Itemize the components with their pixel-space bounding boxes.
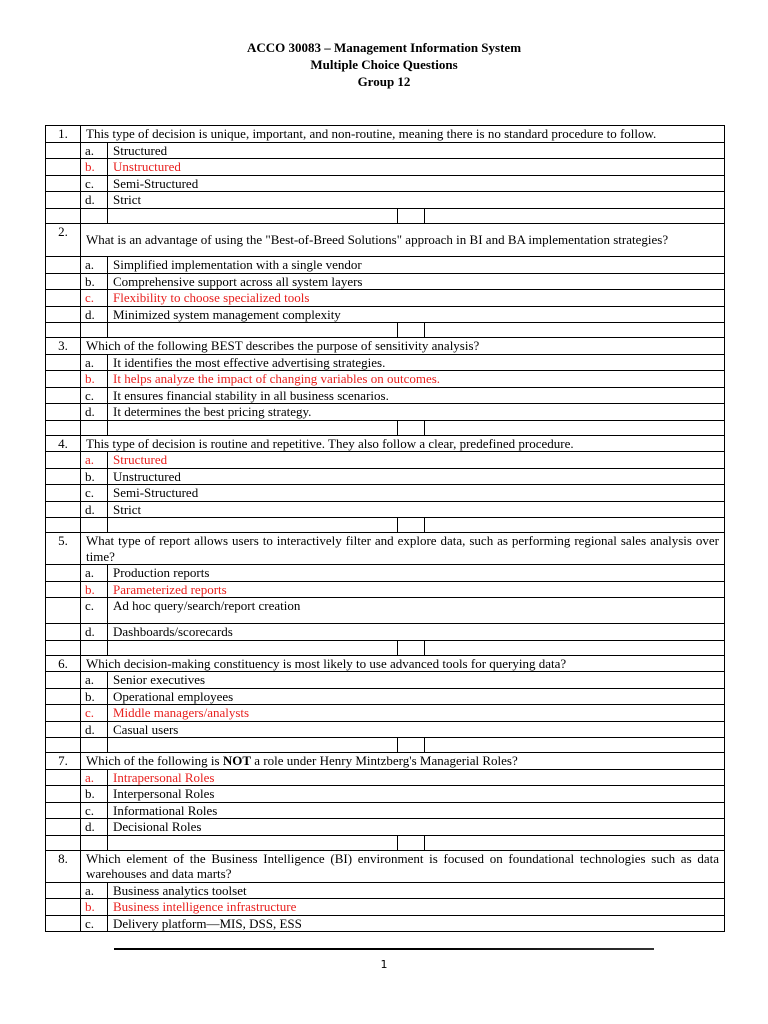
option-letter: d. xyxy=(81,404,108,421)
option-row xyxy=(46,501,725,518)
option-letter: d. xyxy=(81,819,108,836)
document-header xyxy=(0,39,768,90)
option-text: Structured xyxy=(108,142,725,159)
separator-row xyxy=(46,420,725,435)
option-letter: c. xyxy=(81,802,108,819)
separator-cell xyxy=(425,835,725,850)
option-spacer xyxy=(46,468,81,485)
question-text: Which of the following BEST describes the purpose of sensitivity analysis? xyxy=(81,338,725,355)
option-letter: b. xyxy=(81,899,108,916)
option-letter: c. xyxy=(81,290,108,307)
option-spacer xyxy=(46,786,81,803)
option-spacer xyxy=(46,501,81,518)
course-title: ACCO 30083 – Management Information System xyxy=(246,40,522,55)
question-text: What is an advantage of using the "Best-of-Breed Solutions" approach in BI and BA implementation strategies? xyxy=(81,223,725,257)
correct-answer-text: Parameterized reports xyxy=(108,581,725,598)
separator-cell xyxy=(398,835,425,850)
option-text: Production reports xyxy=(108,565,725,582)
option-row xyxy=(46,581,725,598)
question-row xyxy=(46,533,725,565)
option-spacer xyxy=(46,899,81,916)
option-spacer xyxy=(46,581,81,598)
separator-row xyxy=(46,640,725,655)
option-letter: d. xyxy=(81,501,108,518)
option-letter: b. xyxy=(81,581,108,598)
question-text: What type of report allows users to interactively filter and explore data, such as performing regional sales analysis over time? xyxy=(81,533,725,565)
option-text: Decisional Roles xyxy=(108,819,725,836)
option-row xyxy=(46,159,725,176)
group-label: Group 12 xyxy=(357,74,411,89)
question-number: 1. xyxy=(46,126,81,143)
document-subtitle: Multiple Choice Questions xyxy=(310,57,458,72)
option-row xyxy=(46,192,725,209)
option-text: Business analytics toolset xyxy=(108,882,725,899)
separator-row xyxy=(46,208,725,223)
separator-cell xyxy=(46,518,81,533)
separator-cell xyxy=(398,518,425,533)
option-spacer xyxy=(46,452,81,469)
option-letter: b. xyxy=(81,688,108,705)
correct-answer-text: It helps analyze the impact of changing variables on outcomes. xyxy=(108,371,725,388)
option-row xyxy=(46,371,725,388)
option-letter: d. xyxy=(81,721,108,738)
option-spacer xyxy=(46,306,81,323)
separator-cell xyxy=(425,640,725,655)
option-spacer xyxy=(46,354,81,371)
option-spacer xyxy=(46,257,81,274)
separator-cell xyxy=(398,738,425,753)
option-spacer xyxy=(46,705,81,722)
question-row xyxy=(46,435,725,452)
option-row xyxy=(46,175,725,192)
option-letter: b. xyxy=(81,273,108,290)
option-text: Casual users xyxy=(108,721,725,738)
question-number: 5. xyxy=(46,533,81,565)
option-row xyxy=(46,688,725,705)
option-row xyxy=(46,705,725,722)
question-text-part: Which of the following is xyxy=(86,753,223,768)
option-text: Unstructured xyxy=(108,468,725,485)
separator-cell xyxy=(108,738,398,753)
separator-cell xyxy=(398,420,425,435)
option-row xyxy=(46,598,725,624)
option-letter: b. xyxy=(81,786,108,803)
separator-cell xyxy=(398,208,425,223)
separator-cell xyxy=(46,420,81,435)
separator-cell xyxy=(108,323,398,338)
option-text: Strict xyxy=(108,192,725,209)
option-row xyxy=(46,565,725,582)
option-spacer xyxy=(46,915,81,932)
option-spacer xyxy=(46,802,81,819)
separator-cell xyxy=(108,640,398,655)
option-letter: c. xyxy=(81,598,108,624)
option-row xyxy=(46,452,725,469)
separator-cell xyxy=(81,835,108,850)
separator-row xyxy=(46,835,725,850)
correct-answer-text: Structured xyxy=(108,452,725,469)
option-text: Comprehensive support across all system layers xyxy=(108,273,725,290)
option-letter: a. xyxy=(81,672,108,689)
separator-cell xyxy=(46,640,81,655)
separator-cell xyxy=(46,323,81,338)
option-row xyxy=(46,257,725,274)
option-spacer xyxy=(46,142,81,159)
separator-row xyxy=(46,518,725,533)
option-text: It identifies the most effective advertising strategies. xyxy=(108,354,725,371)
question-text: Which decision-making constituency is most likely to use advanced tools for querying data? xyxy=(81,655,725,672)
correct-answer-text: Flexibility to choose specialized tools xyxy=(108,290,725,307)
correct-answer-text: Unstructured xyxy=(108,159,725,176)
option-row xyxy=(46,899,725,916)
option-spacer xyxy=(46,387,81,404)
page-number: 1 xyxy=(380,958,388,971)
question-row xyxy=(46,338,725,355)
separator-cell xyxy=(425,420,725,435)
option-row xyxy=(46,802,725,819)
option-spacer xyxy=(46,882,81,899)
option-text: It ensures financial stability in all business scenarios. xyxy=(108,387,725,404)
option-spacer xyxy=(46,598,81,624)
option-row xyxy=(46,354,725,371)
option-spacer xyxy=(46,273,81,290)
questions-table xyxy=(45,125,725,932)
option-row xyxy=(46,882,725,899)
option-letter: d. xyxy=(81,192,108,209)
option-row xyxy=(46,624,725,641)
option-text: Informational Roles xyxy=(108,802,725,819)
footer-divider xyxy=(114,948,654,950)
separator-row xyxy=(46,323,725,338)
option-row xyxy=(46,786,725,803)
question-number: 3. xyxy=(46,338,81,355)
option-spacer xyxy=(46,624,81,641)
option-letter: c. xyxy=(81,175,108,192)
option-spacer xyxy=(46,819,81,836)
option-text: Simplified implementation with a single vendor xyxy=(108,257,725,274)
question-text: Which element of the Business Intelligence (BI) environment is focused on foundational technologies such as data warehouses and data marts? xyxy=(81,850,725,882)
option-text: Interpersonal Roles xyxy=(108,786,725,803)
option-spacer xyxy=(46,175,81,192)
option-row xyxy=(46,387,725,404)
option-letter: a. xyxy=(81,882,108,899)
option-letter: d. xyxy=(81,624,108,641)
separator-cell xyxy=(108,518,398,533)
option-letter: a. xyxy=(81,565,108,582)
option-row xyxy=(46,273,725,290)
option-text: Delivery platform—MIS, DSS, ESS xyxy=(108,915,725,932)
option-letter: a. xyxy=(81,354,108,371)
option-text: Senior executives xyxy=(108,672,725,689)
separator-cell xyxy=(81,420,108,435)
option-letter: a. xyxy=(81,452,108,469)
separator-cell xyxy=(46,208,81,223)
option-text: Operational employees xyxy=(108,688,725,705)
option-text: Semi-Structured xyxy=(108,485,725,502)
correct-answer-text: Business intelligence infrastructure xyxy=(108,899,725,916)
option-spacer xyxy=(46,688,81,705)
option-row xyxy=(46,721,725,738)
option-spacer xyxy=(46,192,81,209)
option-row xyxy=(46,485,725,502)
option-text: Strict xyxy=(108,501,725,518)
question-text xyxy=(81,753,725,770)
option-row xyxy=(46,769,725,786)
option-row xyxy=(46,672,725,689)
separator-row xyxy=(46,738,725,753)
option-row xyxy=(46,404,725,421)
separator-cell xyxy=(425,323,725,338)
separator-cell xyxy=(425,518,725,533)
option-spacer xyxy=(46,159,81,176)
option-spacer xyxy=(46,290,81,307)
question-text: This type of decision is routine and repetitive. They also follow a clear, predefined procedure. xyxy=(81,435,725,452)
question-row xyxy=(46,223,725,257)
separator-cell xyxy=(81,208,108,223)
option-letter: b. xyxy=(81,371,108,388)
separator-cell xyxy=(108,208,398,223)
correct-answer-text: Intrapersonal Roles xyxy=(108,769,725,786)
question-number: 4. xyxy=(46,435,81,452)
separator-cell xyxy=(46,738,81,753)
option-letter: a. xyxy=(81,769,108,786)
option-row xyxy=(46,290,725,307)
separator-cell xyxy=(81,640,108,655)
question-text: This type of decision is unique, important, and non-routine, meaning there is no standard procedure to follow. xyxy=(81,126,725,143)
separator-cell xyxy=(398,323,425,338)
separator-cell xyxy=(108,835,398,850)
option-letter: c. xyxy=(81,915,108,932)
separator-cell xyxy=(108,420,398,435)
option-letter: c. xyxy=(81,485,108,502)
separator-cell xyxy=(425,208,725,223)
option-row xyxy=(46,306,725,323)
separator-cell xyxy=(425,738,725,753)
option-letter: b. xyxy=(81,159,108,176)
option-letter: a. xyxy=(81,257,108,274)
separator-cell xyxy=(398,640,425,655)
correct-answer-text: Middle managers/analysts xyxy=(108,705,725,722)
option-letter: a. xyxy=(81,142,108,159)
option-letter: c. xyxy=(81,387,108,404)
option-row xyxy=(46,915,725,932)
option-spacer xyxy=(46,769,81,786)
separator-cell xyxy=(81,518,108,533)
option-spacer xyxy=(46,485,81,502)
separator-cell xyxy=(81,323,108,338)
option-spacer xyxy=(46,721,81,738)
question-row xyxy=(46,126,725,143)
question-number: 8. xyxy=(46,850,81,882)
option-letter: b. xyxy=(81,468,108,485)
separator-cell xyxy=(46,835,81,850)
question-row xyxy=(46,753,725,770)
question-text-part: a role under Henry Mintzberg's Managerial Roles? xyxy=(251,753,518,768)
option-spacer xyxy=(46,672,81,689)
option-spacer xyxy=(46,371,81,388)
option-text: It determines the best pricing strategy. xyxy=(108,404,725,421)
option-letter: c. xyxy=(81,705,108,722)
separator-cell xyxy=(81,738,108,753)
option-text: Ad hoc query/search/report creation xyxy=(108,598,725,624)
question-row xyxy=(46,655,725,672)
option-spacer xyxy=(46,404,81,421)
question-emphasis: NOT xyxy=(222,753,252,768)
option-letter: d. xyxy=(81,306,108,323)
option-spacer xyxy=(46,565,81,582)
option-row xyxy=(46,468,725,485)
question-number: 2. xyxy=(46,223,81,257)
option-text: Dashboards/scorecards xyxy=(108,624,725,641)
question-row xyxy=(46,850,725,882)
option-text: Semi-Structured xyxy=(108,175,725,192)
option-row xyxy=(46,142,725,159)
option-row xyxy=(46,819,725,836)
question-number: 6. xyxy=(46,655,81,672)
question-number: 7. xyxy=(46,753,81,770)
option-text: Minimized system management complexity xyxy=(108,306,725,323)
